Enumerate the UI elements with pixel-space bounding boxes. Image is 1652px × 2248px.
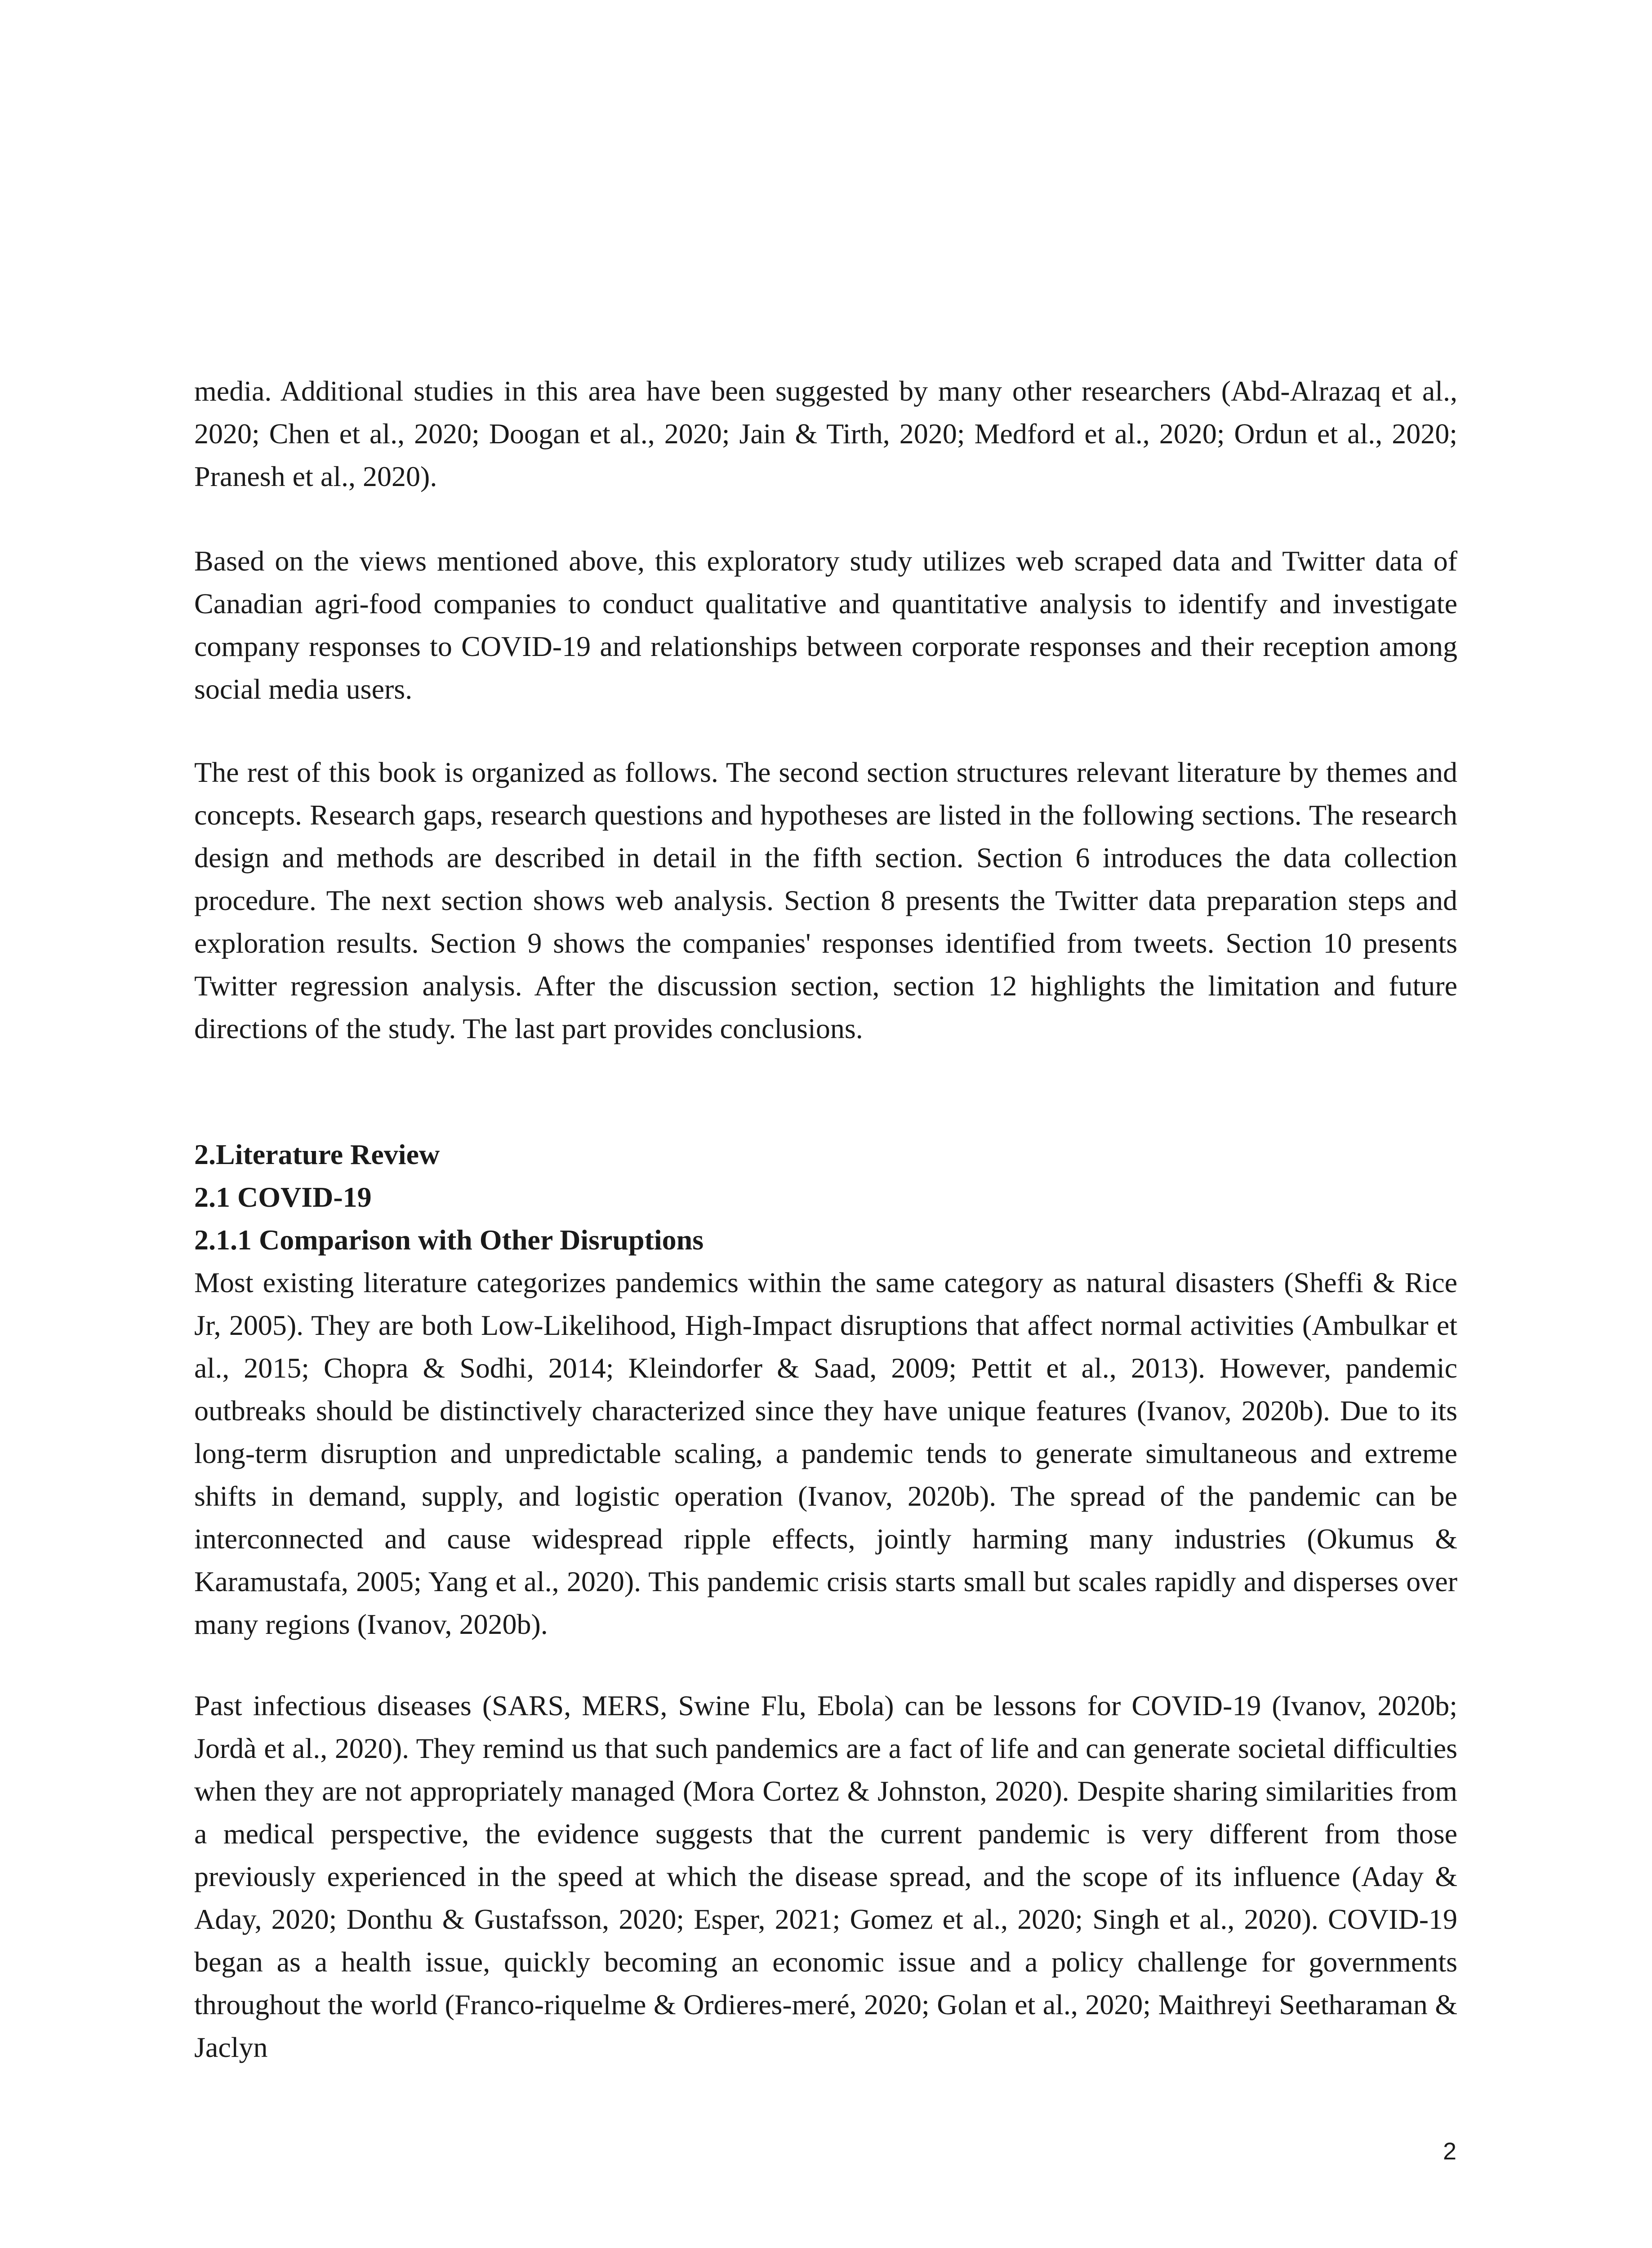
paragraph-pandemic-categorization: Most existing literature categorizes pandemics within the same category as natural disasters (Sheffi & Rice Jr, 2005). They are both Low-Likelihood, High-Impact disruptions that affect normal activities (Ambulkar et al., 2015; Chopra & Sodhi, 2014; Kleindorfer & Saad, 2009; Pettit et al., 2013). However, pandemic outbreaks should be distinctively characterized since they have unique features (Ivanov, 2020b). Due to its long-term disruption and unpredictable scaling, a pandemic tends to generate simultaneous and extreme shifts in demand, supply, and logistic operation (Ivanov, 2020b). The spread of the pandemic can be interconnected and cause widespread ripple effects, jointly harming many industries (Okumus & Karamustafa, 2005; Yang et al., 2020). This pandemic crisis starts small but scales rapidly and disperses over many regions (Ivanov, 2020b).	[194, 1267, 1457, 1640]
paragraph-past-infectious-diseases: Past infectious diseases (SARS, MERS, Swine Flu, Ebola) can be lessons for COVID-19 (Ivanov, 2020b; Jordà et al., 2020). They remind us that such pandemics are a fact of life and can generate societal difficulties when they are not appropriately managed (Mora Cortez & Johnston, 2020). Despite sharing similarities from a medical perspective, the evidence suggests that the current pandemic is very different from those previously experienced in the speed at which the disease spread, and the scope of its influence (Aday & Aday, 2020; Donthu & Gustafsson, 2020; Esper, 2021; Gomez et al., 2020; Singh et al., 2020). COVID-19 began as a health issue, quickly becoming an economic issue and a policy challenge for governments throughout the world (Franco-riquelme & Ordieres-meré, 2020; Golan et al., 2020; Maithreyi Seetharaman & Jaclyn	[194, 1690, 1457, 2063]
subsection-heading-covid19: 2.1 COVID-19	[194, 1181, 372, 1213]
section-heading-literature-review: 2.Literature Review	[194, 1138, 440, 1170]
paragraph-study-overview: Based on the views mentioned above, this exploratory study utilizes web scraped data and Twitter data of Canadian agri-food companies to conduct qualitative and quantitative analysis to identify and investigate company responses to COVID-19 and relationships between corporate responses and their reception among social media users.	[194, 545, 1457, 705]
paragraph-continuation: media. Additional studies in this area have been suggested by many other researchers (Abd-Alrazaq et al., 2020; Chen et al., 2020; Doogan et al., 2020; Jain & Tirth, 2020; Medford et al., 2020; Ordun et al., 2020; Pranesh et al., 2020).	[194, 375, 1457, 492]
page-number: 2	[1443, 2138, 1456, 2165]
paragraph-book-organization: The rest of this book is organized as follows. The second section structures relevant literature by themes and concepts. Research gaps, research questions and hypotheses are listed in the following sections. The research design and methods are described in detail in the fifth section. Section 6 introduces the data collection procedure. The next section shows web analysis. Section 8 presents the Twitter data preparation steps and exploration results. Section 9 shows the companies' responses identified from tweets. Section 10 presents Twitter regression analysis. After the discussion section, section 12 highlights the limitation and future directions of the study. The last part provides conclusions.	[194, 756, 1457, 1044]
subsubsection-heading-comparison: 2.1.1 Comparison with Other Disruptions	[194, 1224, 704, 1256]
